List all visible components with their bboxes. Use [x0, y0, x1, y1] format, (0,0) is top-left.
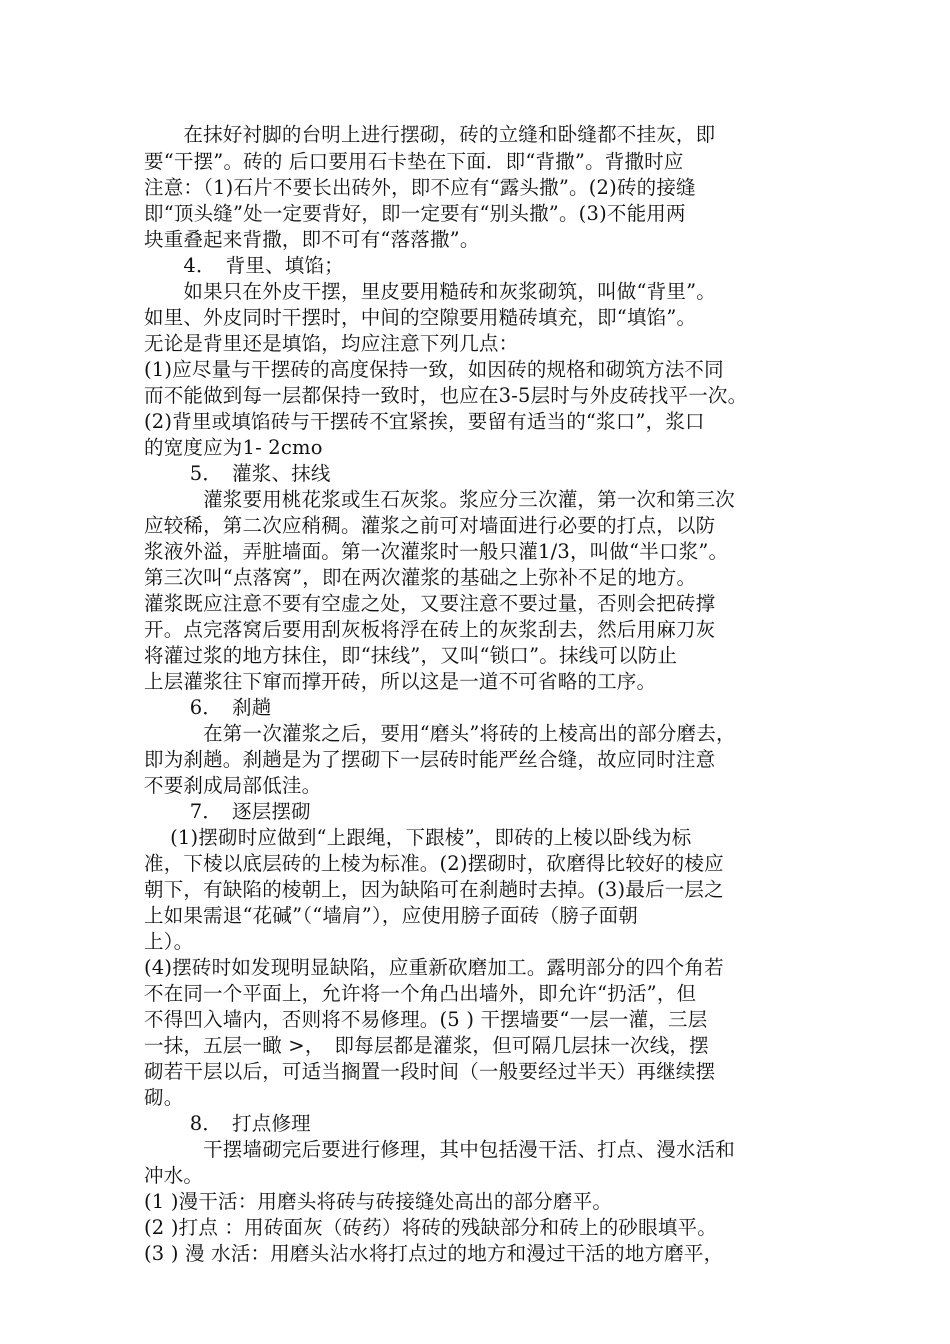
section-heading: 6． 刹趟: [144, 696, 272, 719]
paragraph-line: (2 )打点 ：用砖面灰（砖药）将砖的残缺部分和砖上的砂眼填平。: [144, 1216, 717, 1239]
paragraph-line: 上层灌浆往下窜而撑开砖，所以这是一道不可省略的工序。: [144, 670, 657, 693]
paragraph-line: (1)摆砌时应做到“上跟绳，下跟棱”，即砖的上棱以卧线为标: [144, 826, 692, 849]
paragraph-line: 灌浆要用桃花浆或生石灰浆。浆应分三次灌，第一次和第三次: [144, 488, 736, 511]
paragraph-line: 应较稀，第二次应稍稠。灌浆之前可对墙面进行必要的打点，以防: [144, 514, 716, 537]
paragraph-line: 无论是背里还是填馅，均应注意下列几点：: [144, 332, 519, 355]
paragraph-line: 如里、外皮同时干摆时，中间的空隙要用糙砖填充，即“填馅”。: [144, 306, 697, 329]
section-heading: 4． 背里、填馅；: [144, 254, 344, 277]
paragraph-line: (1 )漫干活：用磨头将砖与砖接缝处高出的部分磨平。: [144, 1190, 613, 1213]
paragraph-line: 要“干摆”。砖的 后口要用石卡垫在下面．即“背撒”。背撒时应: [144, 150, 684, 173]
paragraph-line: 准，下棱以底层砖的上棱为标准。(2)摆砌时，砍磨得比较好的棱应: [144, 852, 724, 875]
paragraph-line: 在第一次灌浆之后，要用“磨头”将砖的上棱高出的部分磨去，: [144, 722, 736, 745]
paragraph-line: 块重叠起来背撒，即不可有“落落撒”。: [144, 228, 480, 251]
paragraph-line: 即“顶头缝”处一定要背好，即一定要有“别头撒”。(3)不能用两: [144, 202, 686, 225]
paragraph-line: 上如果需退“花碱”（“墙肩”），应使用膀子面砖（膀子面朝: [144, 904, 638, 927]
paragraph-line: 而不能做到每一层都保持一致时，也应在3-5层时与外皮砖找平一次。: [144, 384, 748, 407]
paragraph-line: 冲水。: [144, 1164, 204, 1187]
paragraph-line: (2)背里或填馅砖与干摆砖不宜紧挨，要留有适当的“浆口”，浆口: [144, 410, 705, 433]
paragraph-line: 注意：（1)石片不要长出砖外，即不应有“露头撒”。(2)砖的接缝: [144, 176, 696, 199]
paragraph-line: 一抹，五层一瞰 >， 即每层都是灌浆，但可隔几层抹一次线，摆: [144, 1034, 709, 1057]
paragraph-line: 开。点完落窝后要用刮灰板将浮在砖上的灰浆刮去，然后用麻刀灰: [144, 618, 716, 641]
paragraph-line: 上）。: [144, 930, 194, 953]
paragraph-line: (1)应尽量与干摆砖的高度保持一致，如因砖的规格和砌筑方法不同: [144, 358, 724, 381]
paragraph-line: 第三次叫“点落窝”，即在两次灌浆的基础之上弥补不足的地方。: [144, 566, 697, 589]
paragraph-line: 即为刹趟。刹趟是为了摆砌下一层砖时能严丝合缝，故应同时注意: [144, 748, 716, 771]
paragraph-line: (3 ) 漫 水活：用磨头沾水将打点过的地方和漫过干活的地方磨平，: [144, 1242, 724, 1265]
paragraph-line: 砌。: [144, 1086, 184, 1109]
paragraph-line: 如果只在外皮干摆，里皮要用糙砖和灰浆砌筑，叫做“背里”。: [144, 280, 716, 303]
paragraph-line: 灌浆既应注意不要有空虚之处，又要注意不要过量，否则会把砖撑: [144, 592, 716, 615]
paragraph-line: 砌若干层以后，可适当搁置一段时间（一般要经过半天）再继续摆: [144, 1060, 716, 1083]
paragraph-line: (4)摆砖时如发现明显缺陷，应重新砍磨加工。露明部分的四个角若: [144, 956, 724, 979]
paragraph-line: 干摆墙砌完后要进行修理，其中包括漫干活、打点、漫水活和: [144, 1138, 736, 1161]
paragraph-line: 的宽度应为1- 2cmo: [144, 436, 323, 459]
paragraph-line: 不要刹成局部低洼。: [144, 774, 322, 797]
section-heading: 7． 逐层摆砌: [144, 800, 311, 823]
paragraph-line: 浆液外溢，弄脏墙面。第一次灌浆时一般只灌1/3，叫做“半口浆”。: [144, 540, 729, 563]
paragraph-line: 朝下，有缺陷的棱朝上，因为缺陷可在刹趟时去掉。(3)最后一层之: [144, 878, 724, 901]
paragraph-line: 将灌过浆的地方抹住，即“抹线”，又叫“锁口”。抹线可以防止: [144, 644, 678, 667]
paragraph-line: 在抹好衬脚的台明上进行摆砌，砖的立缝和卧缝都不挂灰，即: [144, 123, 716, 146]
section-heading: 5． 灌浆、抹线: [144, 462, 331, 485]
paragraph-line: 不在同一个平面上，允许将一个角凸出墙外，即允许“扔活”，但: [144, 982, 697, 1005]
paragraph-line: 不得凹入墙内，否则将不易修理。(5 ) 干摆墙要“一层一灌，三层: [144, 1008, 708, 1031]
section-heading: 8． 打点修理: [144, 1112, 311, 1135]
